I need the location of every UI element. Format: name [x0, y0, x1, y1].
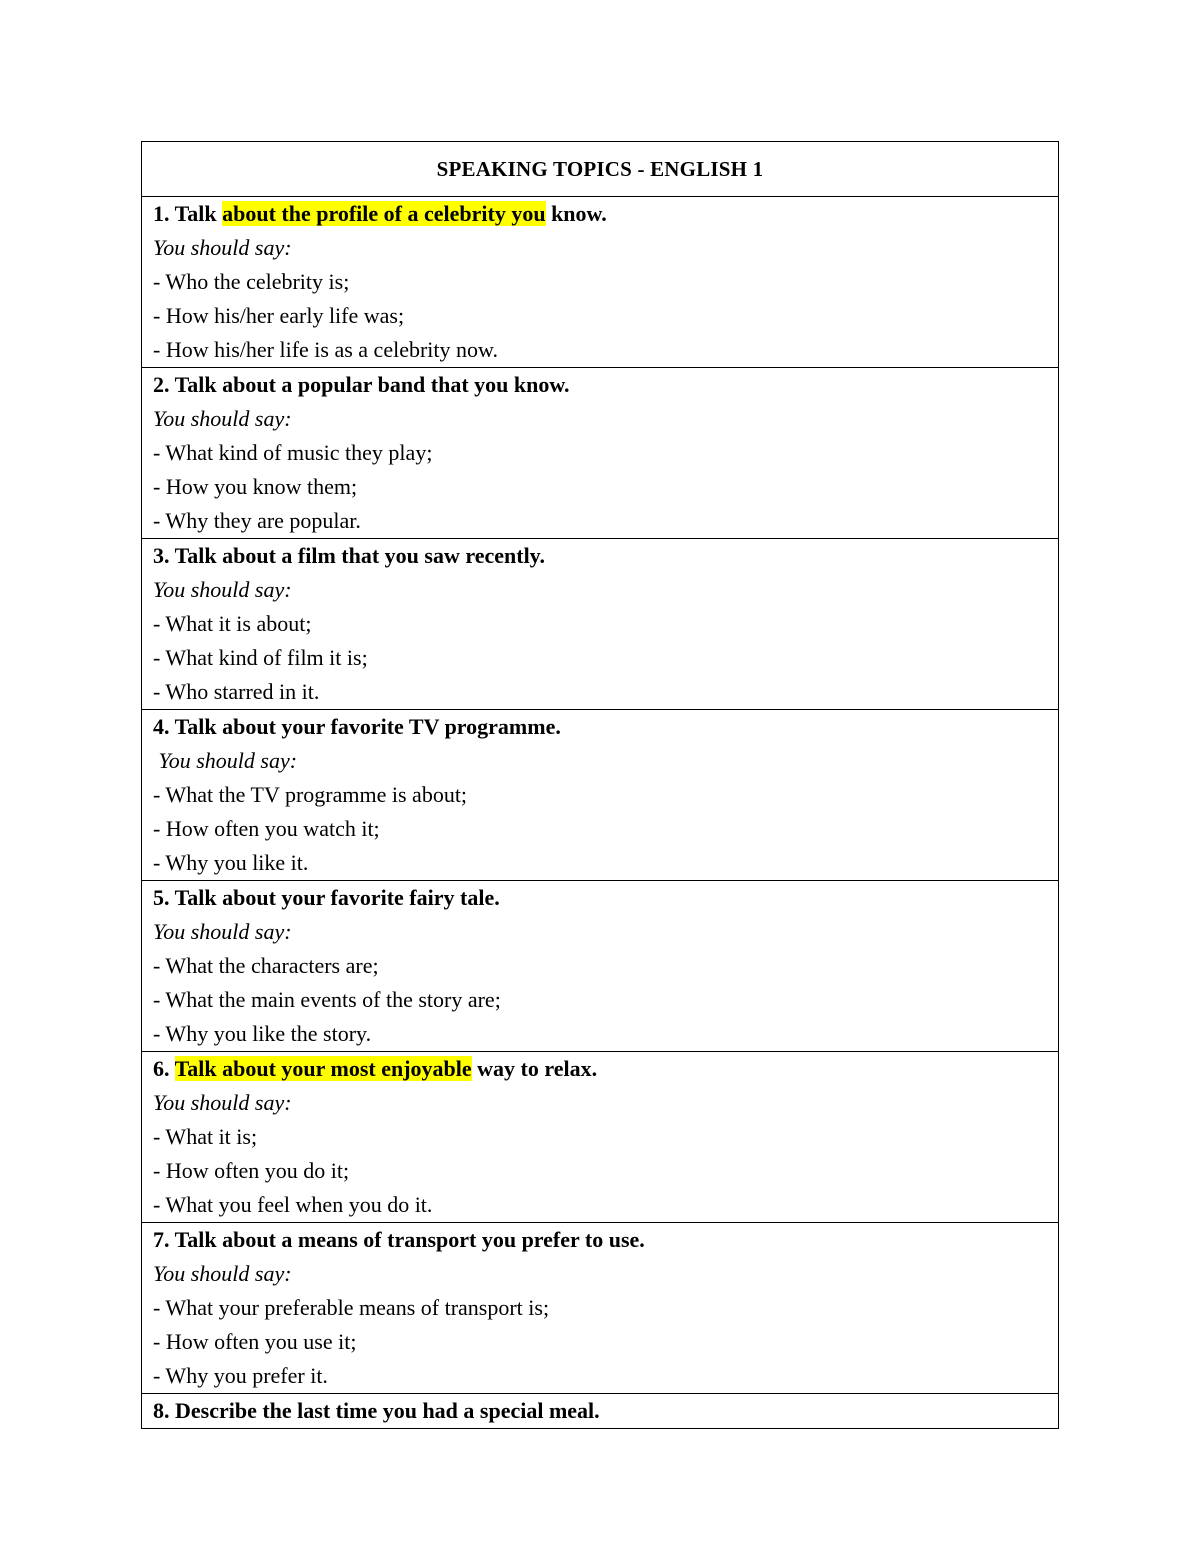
topic-point: - How often you do it;	[153, 1158, 350, 1183]
topic-cell	[142, 1394, 1059, 1429]
topic-point: - How often you watch it;	[153, 816, 380, 841]
topic-point: - What the main events of the story are;	[153, 987, 501, 1012]
topic-row	[142, 710, 1059, 881]
topic-row	[142, 881, 1059, 1052]
topic-point: - What it is;	[153, 1124, 258, 1149]
topic-point: - Why you prefer it.	[153, 1363, 328, 1388]
topic-cell	[142, 1223, 1059, 1394]
topic-heading	[153, 539, 1058, 573]
topic-point: - Who the celebrity is;	[153, 269, 350, 294]
topic-prompt: You should say:	[153, 1090, 292, 1115]
topic-point: - What you feel when you do it.	[153, 1192, 433, 1217]
topic-prompt: You should say:	[153, 577, 292, 602]
topic-prompt: You should say:	[153, 1261, 292, 1286]
topic-row	[142, 1223, 1059, 1394]
heading-text: 2. Talk about a popular band that you know.	[153, 372, 570, 397]
topic-point: - What your preferable means of transport is;	[153, 1295, 550, 1320]
topic-row	[142, 197, 1059, 368]
topic-row	[142, 368, 1059, 539]
title-cell	[142, 142, 1059, 197]
heading-text: 4. Talk about your favorite TV programme.	[153, 714, 561, 739]
topic-prompt: You should say:	[153, 748, 298, 773]
topic-heading	[153, 881, 1058, 915]
topic-point: - What the TV programme is about;	[153, 782, 468, 807]
topic-cell	[142, 197, 1059, 368]
topic-point: - How you know them;	[153, 474, 358, 499]
topic-point: - What it is about;	[153, 611, 312, 636]
topic-point: - Why they are popular.	[153, 508, 361, 533]
topic-prompt: You should say:	[153, 235, 292, 260]
document-title: SPEAKING TOPICS - ENGLISH 1	[436, 156, 764, 181]
topic-cell	[142, 881, 1059, 1052]
heading-text: way to relax.	[471, 1056, 598, 1081]
highlighted-text: about the profile of a celebrity you	[222, 201, 546, 226]
topic-cell	[142, 539, 1059, 710]
heading-text: 6.	[153, 1056, 175, 1081]
heading-text: know.	[545, 201, 607, 226]
heading-text: 3. Talk about a film that you saw recently.	[153, 543, 545, 568]
highlighted-text: Talk about your most enjoyable	[174, 1056, 472, 1081]
topic-point: - Who starred in it.	[153, 679, 320, 704]
heading-text: 5. Talk about your favorite fairy tale.	[153, 885, 500, 910]
topic-point: - What the characters are;	[153, 953, 379, 978]
heading-text: 1. Talk	[153, 201, 223, 226]
topic-prompt: You should say:	[153, 919, 292, 944]
topic-point: - Why you like it.	[153, 850, 309, 875]
topic-heading	[153, 1394, 1058, 1428]
topic-heading	[153, 197, 1058, 231]
topic-point: - Why you like the story.	[153, 1021, 372, 1046]
speaking-topics-table	[141, 141, 1059, 1429]
topic-heading	[153, 368, 1058, 402]
topic-cell	[142, 368, 1059, 539]
topic-prompt: You should say:	[153, 406, 292, 431]
title-row	[142, 142, 1059, 197]
topic-point: - How often you use it;	[153, 1329, 357, 1354]
topic-row	[142, 1052, 1059, 1223]
topic-cell	[142, 1052, 1059, 1223]
topic-point: - How his/her early life was;	[153, 303, 405, 328]
topic-cell	[142, 710, 1059, 881]
topic-point: - What kind of music they play;	[153, 440, 433, 465]
topic-point: - What kind of film it is;	[153, 645, 368, 670]
heading-text: 7. Talk about a means of transport you prefer to use.	[153, 1227, 645, 1252]
topic-heading	[153, 710, 1058, 744]
topic-heading	[153, 1223, 1058, 1257]
heading-text: 8. Describe the last time you had a special meal.	[153, 1398, 600, 1423]
topic-row	[142, 539, 1059, 710]
topic-heading	[153, 1052, 1058, 1086]
topic-point: - How his/her life is as a celebrity now.	[153, 337, 498, 362]
topic-row	[142, 1394, 1059, 1429]
